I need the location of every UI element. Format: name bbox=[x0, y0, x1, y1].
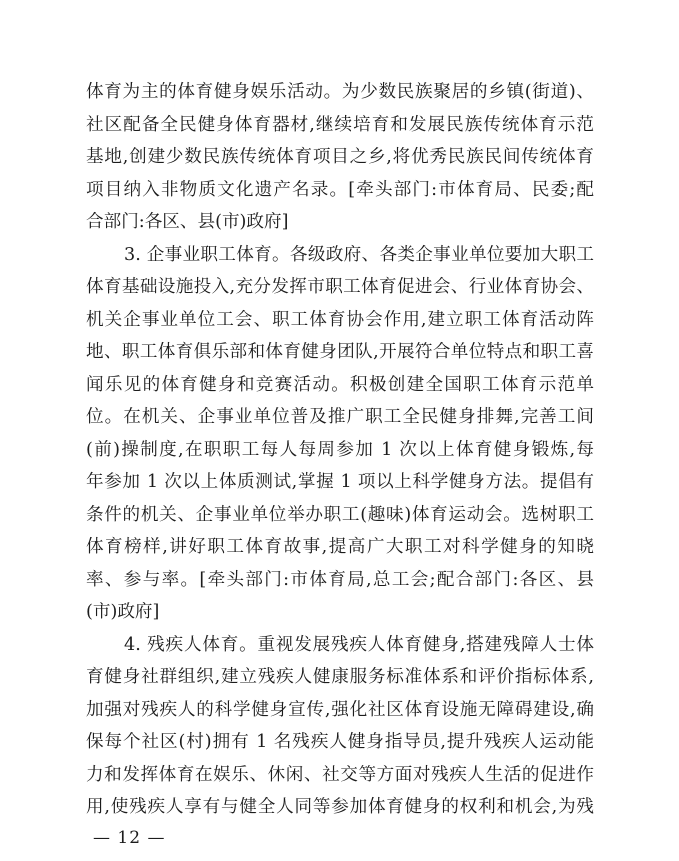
text-line: 位。在机关、企事业单位普及推广职工全民健身排舞,完善工间 bbox=[86, 407, 594, 427]
text-line: 3. 企事业职工体育。各级政府、各类企事业单位要加大职工 bbox=[124, 244, 594, 265]
text-line: 项目纳入非物质文化遗产名录。[牵头部门:市体育局、民委;配 bbox=[86, 179, 594, 200]
text-line: 基地,创建少数民族传统体育项目之乡,将优秀民族民间传统体育 bbox=[86, 147, 594, 167]
text-line: 社区配备全民健身体育器材,继续培育和发展民族传统体育示范 bbox=[86, 114, 594, 135]
text-line: 育健身社群组织,建立残疾人健康服务标准体系和评价指标体系, bbox=[86, 667, 594, 687]
text-line: 闻乐见的体育健身和竞赛活动。积极创建全国职工体育示范单 bbox=[86, 374, 594, 395]
paragraph-item-4-disabled-sports bbox=[86, 629, 594, 824]
paragraph-item-3-staff-sports bbox=[86, 239, 594, 629]
text-line: 用,使残疾人享有与健全人同等参加体育健身的权利和机会,为残 bbox=[86, 797, 594, 817]
paragraph-continuation-minority-sports bbox=[86, 76, 594, 239]
text-line: 机关企事业单位工会、职工体育协会作用,建立职工体育活动阵 bbox=[86, 309, 594, 330]
document-body bbox=[86, 76, 594, 824]
text-line: 合部门:各区、县(市)政府] bbox=[86, 212, 289, 232]
text-line: 加强对残疾人的科学健身宣传,强化社区体育设施无障碍建设,确 bbox=[86, 699, 594, 720]
text-line: 体育基础设施投入,充分发挥市职工体育促进会、行业体育协会、 bbox=[86, 277, 594, 297]
text-line: (前)操制度,在职职工每人每周参加 1 次以上体育健身锻炼,每 bbox=[86, 439, 594, 460]
text-line: 率、参与率。[牵头部门:市体育局,总工会;配合部门:各区、县 bbox=[86, 569, 594, 590]
text-line: 地、职工体育俱乐部和体育健身团队,开展符合单位特点和职工喜 bbox=[86, 342, 594, 362]
text-line: 保每个社区(村)拥有 1 名残疾人健身指导员,提升残疾人运动能 bbox=[86, 732, 594, 752]
text-line: (市)政府] bbox=[86, 602, 160, 622]
text-line: 力和发挥体育在娱乐、休闲、社交等方面对残疾人生活的促进作 bbox=[86, 764, 594, 785]
text-line: 年参加 1 次以上体质测试,掌握 1 项以上科学健身方法。提倡有 bbox=[86, 472, 594, 492]
page-footer bbox=[93, 822, 165, 854]
text-line: 4. 残疾人体育。重视发展残疾人体育健身,搭建残障人士体 bbox=[124, 634, 594, 655]
text-line: 条件的机关、企事业单位举办职工(趣味)体育运动会。选树职工 bbox=[86, 504, 594, 525]
text-line: 体育榜样,讲好职工体育故事,提高广大职工对科学健身的知晓 bbox=[86, 537, 594, 557]
text-line: 体育为主的体育健身娱乐活动。为少数民族聚居的乡镇(街道)、 bbox=[86, 82, 594, 102]
page-number: — 12 — bbox=[93, 828, 166, 848]
